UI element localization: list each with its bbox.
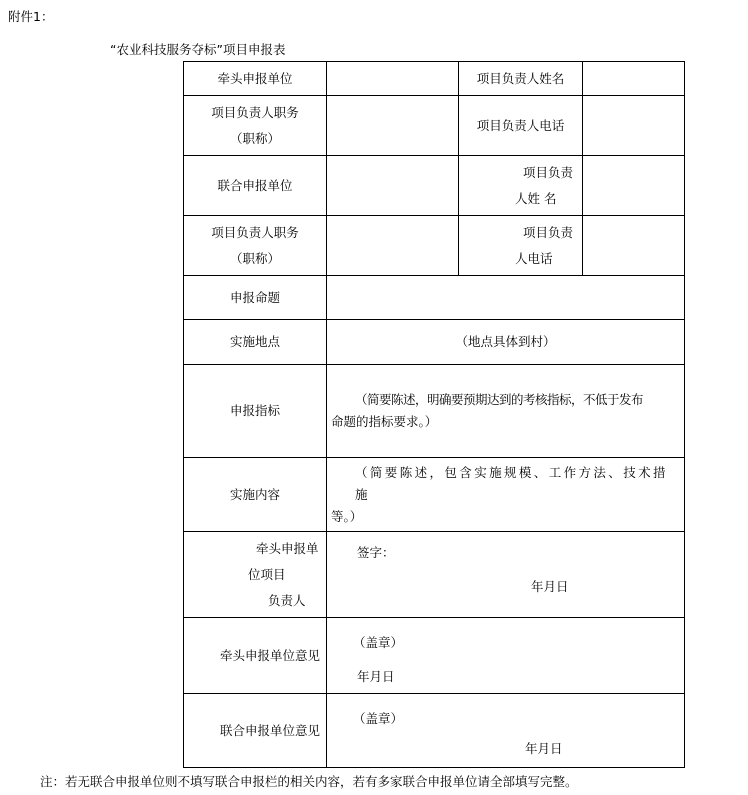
joint-leader-title-label [184, 216, 327, 276]
joint-leader-name-line1: 项目负责 [523, 164, 574, 180]
topic-label: 申报命题 [184, 276, 327, 320]
lead-leader-phone-label: 项目负责人电话 [459, 96, 583, 156]
indicator-label: 申报指标 [184, 365, 327, 458]
joint-seal-label: （盖章） [353, 711, 404, 726]
lead-unit-field[interactable] [327, 62, 459, 96]
lead-opinion-date: 年月日 [357, 669, 395, 684]
lead-seal-label: （盖章） [353, 635, 404, 650]
joint-opinion-date: 年月日 [525, 741, 563, 756]
leader-sign-line2: 位项目 [248, 566, 286, 582]
topic-field[interactable] [327, 276, 685, 320]
content-hint-line1: （简要陈述，包含实施规模、工作方法、技术措施 [355, 464, 668, 502]
leader-sign-line1: 牵头申报单 [256, 540, 319, 556]
leader-sign-label [184, 532, 327, 618]
joint-leader-name-field[interactable] [583, 156, 685, 216]
joint-leader-phone-line1: 项目负责 [523, 224, 574, 240]
joint-leader-title-line1: 项目负责人职务 [211, 224, 299, 240]
lead-leader-phone-field[interactable] [583, 96, 685, 156]
lead-unit-label: 牵头申报单位 [184, 62, 327, 96]
joint-leader-name-label [459, 156, 583, 216]
signature-label: 签字： [357, 545, 395, 560]
lead-leader-title-line1: 项目负责人职务 [211, 104, 299, 120]
joint-unit-label: 联合申报单位 [184, 156, 327, 216]
lead-opinion-label: 牵头申报单位意见 [184, 618, 327, 694]
indicator-hint-line2: 命题的指标要求。） [331, 414, 438, 429]
joint-leader-phone-line2: 人电话 [515, 250, 553, 266]
location-label: 实施地点 [184, 320, 327, 365]
location-field[interactable]: （地点具体到村） [327, 320, 685, 365]
joint-leader-phone-label [459, 216, 583, 276]
indicator-hint-line1: （简要陈述，明确要预期达到的考核指标，不低于发布 [355, 392, 644, 407]
lead-opinion-field[interactable] [327, 618, 685, 694]
attachment-label: 附件1： [8, 9, 54, 24]
lead-leader-title-line2: （职称） [229, 130, 280, 146]
joint-leader-title-field[interactable] [327, 216, 459, 276]
footnote: 注：若无联合申报单位则不填写联合申报栏的相关内容，若有多家联合申报单位请全部填写完整。 [40, 774, 578, 789]
joint-leader-phone-field[interactable] [583, 216, 685, 276]
form-title: “农业科技服务夺标”项目申报表 [110, 42, 286, 57]
joint-opinion-label: 联合申报单位意见 [184, 694, 327, 768]
joint-leader-title-line2: （职称） [229, 250, 280, 266]
content-label: 实施内容 [184, 458, 327, 532]
content-field[interactable] [327, 458, 685, 532]
lead-leader-name-label: 项目负责人姓名 [459, 62, 583, 96]
sign-date: 年月日 [531, 579, 569, 594]
content-hint-line2: 等。） [331, 508, 363, 524]
lead-leader-name-field[interactable] [583, 62, 685, 96]
application-form-table [183, 61, 685, 768]
indicator-field[interactable] [327, 365, 685, 458]
joint-opinion-field[interactable] [327, 694, 685, 768]
lead-leader-title-field[interactable] [327, 96, 459, 156]
joint-leader-name-line2: 人姓 名 [515, 190, 557, 206]
lead-leader-title-label [184, 96, 327, 156]
leader-sign-field[interactable] [327, 532, 685, 618]
leader-sign-line3: 负责人 [268, 592, 306, 608]
joint-unit-field[interactable] [327, 156, 459, 216]
